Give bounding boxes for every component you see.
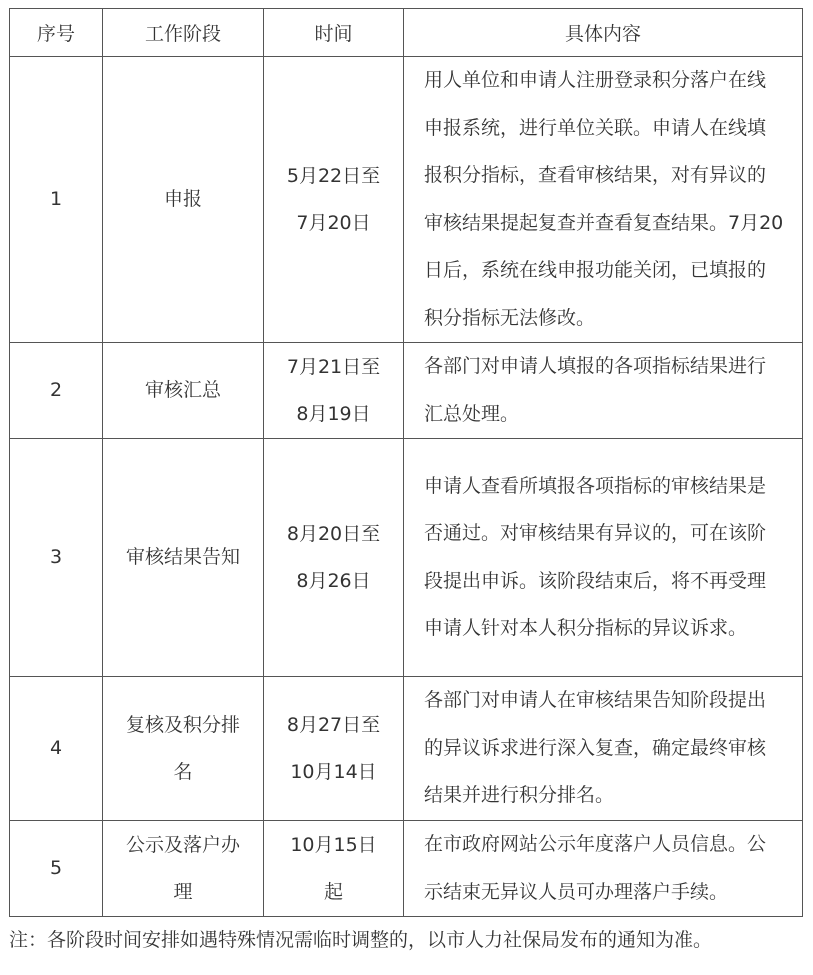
time-start: 8月20日至 [286,522,381,545]
table-row [10,57,803,343]
row-index: 1 [10,57,103,343]
time-end: 7月20日 [296,211,371,234]
time-end: 8月26日 [296,569,371,592]
row-time [264,677,404,821]
row-content: 用人单位和申请人注册登录积分落户在线申报系统，进行单位关联。申请人在线填报积分指标，查看审核结果，对有异议的审核结果提起复查并查看复查结果。7月20日后，系统在线申报功能关闭，已填报的积分指标无法修改。 [404,57,803,343]
time-start: 7月21日至 [286,355,381,378]
header-content: 具体内容 [404,9,803,57]
time-start: 8月27日至 [286,713,381,736]
time-start: 5月22日至 [286,164,381,187]
footnote: 注：各阶段时间安排如遇特殊情况需临时调整的，以市人力社保局发布的通知为准。 [9,929,713,951]
row-content: 各部门对申请人在审核结果告知阶段提出的异议诉求进行深入复查，确定最终审核结果并进行积分排名。 [404,677,803,821]
row-time [264,439,404,677]
table-header-row [10,9,803,57]
table-row [10,677,803,821]
schedule-table [9,8,803,917]
row-index: 5 [10,821,103,917]
row-time [264,343,404,439]
row-stage: 审核结果告知 [103,439,264,677]
row-time [264,57,404,343]
row-index: 2 [10,343,103,439]
row-content: 各部门对申请人填报的各项指标结果进行汇总处理。 [404,343,803,439]
row-time [264,821,404,917]
time-end: 起 [323,880,343,903]
row-index: 3 [10,439,103,677]
row-stage: 申报 [103,57,264,343]
header-stage: 工作阶段 [103,9,264,57]
header-time: 时间 [264,9,404,57]
table-row [10,821,803,917]
table-row [10,439,803,677]
table-row [10,343,803,439]
row-stage: 复核及积分排名 [103,677,264,821]
row-content: 在市政府网站公示年度落户人员信息。公示结束无异议人员可办理落户手续。 [404,821,803,917]
header-index: 序号 [10,9,103,57]
row-stage: 公示及落户办理 [103,821,264,917]
time-end: 10月14日 [290,760,377,783]
row-content: 申请人查看所填报各项指标的审核结果是否通过。对审核结果有异议的，可在该阶段提出申诉。该阶段结束后，将不再受理申请人针对本人积分指标的异议诉求。 [404,439,803,677]
time-start: 10月15日 [290,833,377,856]
row-index: 4 [10,677,103,821]
time-end: 8月19日 [296,402,371,425]
row-stage: 审核汇总 [103,343,264,439]
